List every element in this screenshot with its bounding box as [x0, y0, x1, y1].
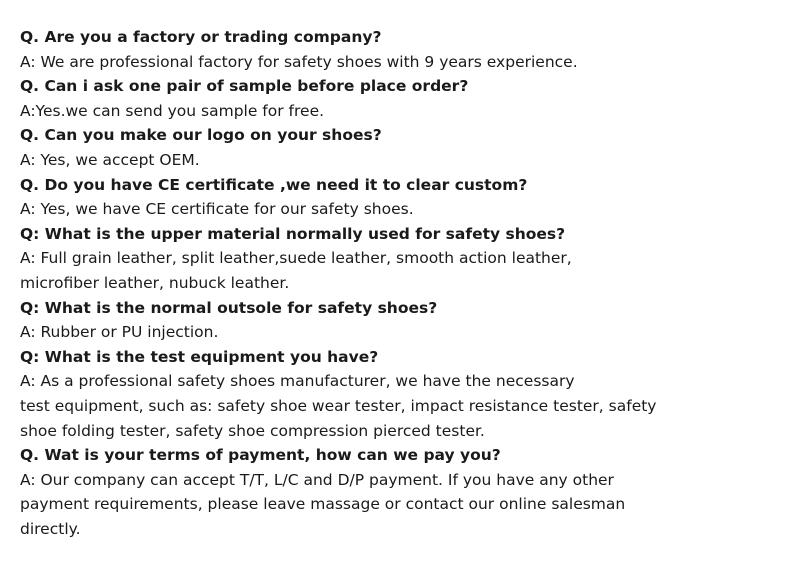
faq-answer-line: test equipment, such as: safety shoe wear tester, impact resistance tester, safety [20, 396, 657, 415]
faq-item [20, 345, 760, 443]
faq-question: Q: What is the test equipment you have? [20, 347, 379, 366]
faq-item [20, 173, 760, 222]
faq-answer-line: A: Yes, we have CE certificate for our safety shoes. [20, 200, 414, 219]
faq-question: Q. Are you a factory or trading company? [20, 28, 382, 46]
faq-item [20, 74, 760, 123]
faq-list [20, 25, 760, 541]
faq-item [20, 123, 760, 172]
faq-answer-line: A: Yes, we accept OEM. [20, 150, 200, 169]
faq-item [20, 296, 760, 345]
faq-answer-line: directly. [20, 519, 81, 538]
faq-answer-line: microfiber leather, nubuck leather. [20, 273, 290, 292]
faq-answer-line: A: Full grain leather, split leather,suede leather, smooth action leather, [20, 249, 572, 268]
faq-answer-line: A:Yes.we can send you sample for free. [20, 101, 325, 120]
faq-answer-line: payment requirements, please leave massage or contact our online salesman [20, 495, 626, 514]
faq-item [20, 222, 760, 296]
faq-answer-line: shoe folding tester, safety shoe compression pierced tester. [20, 421, 485, 440]
faq-question: Q. Wat is your terms of payment, how can we pay you? [20, 446, 501, 465]
faq-answer-line: A: Our company can accept T/T, L/C and D/P payment. If you have any other [20, 470, 614, 489]
faq-question: Q. Can i ask one pair of sample before place order? [20, 77, 469, 96]
faq-question: Q: What is the normal outsole for safety shoes? [20, 298, 438, 317]
faq-item [20, 443, 760, 541]
faq-answer-line: A: Rubber or PU injection. [20, 323, 219, 342]
faq-item [20, 25, 760, 74]
faq-question: Q. Can you make our logo on your shoes? [20, 126, 382, 145]
faq-answer-line: A: We are professional factory for safety shoes with 9 years experience. [20, 52, 578, 71]
faq-question: Q. Do you have CE certificate ,we need it to clear custom? [20, 175, 528, 194]
faq-question: Q: What is the upper material normally used for safety shoes? [20, 224, 566, 243]
faq-answer-line: A: As a professional safety shoes manufacturer, we have the necessary [20, 372, 575, 391]
